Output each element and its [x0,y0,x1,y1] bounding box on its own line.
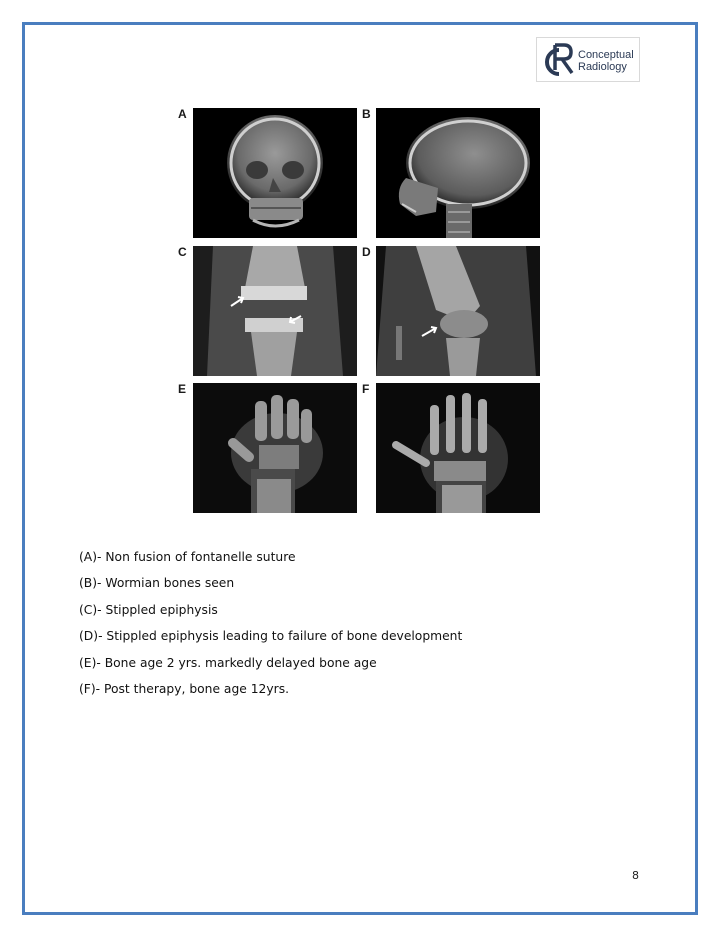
panel-label-e: E [178,382,187,396]
xray-d-knee-lateral [376,246,540,376]
logo-text-line2: Radiology [578,61,627,73]
xray-c-knee [193,246,357,376]
caption-a: (A)- Non fusion of fontanelle suture [79,550,296,564]
page-border [22,22,698,915]
panel-label-b: B [362,107,371,121]
caption-b: (B)- Wormian bones seen [79,576,235,591]
panel-label-a: A [178,107,187,121]
caption-c: (C)- Stippled epiphysis [79,602,218,617]
xray-a-skull-frontal [193,108,357,238]
panel-label-c: C [178,245,187,259]
cr-monogram-icon [539,40,579,80]
xray-f-hand [376,383,540,513]
xray-b-skull-lateral [376,108,540,238]
conceptual-radiology-logo [536,37,640,82]
xray-e-hand [193,383,357,513]
caption-e: (E)- Bone age 2 yrs. markedly delayed bone age [79,655,377,670]
panel-label-f: F [362,382,370,396]
caption-d: (D)- Stippled epiphysis leading to failure of bone development [79,629,463,644]
panel-label-d: D [362,245,371,259]
logo-text-line1: Conceptual [578,49,634,61]
figure-captions [79,548,639,706]
caption-f: (F)- Post therapy, bone age 12yrs. [79,681,290,696]
page-number: 8 [632,869,639,882]
